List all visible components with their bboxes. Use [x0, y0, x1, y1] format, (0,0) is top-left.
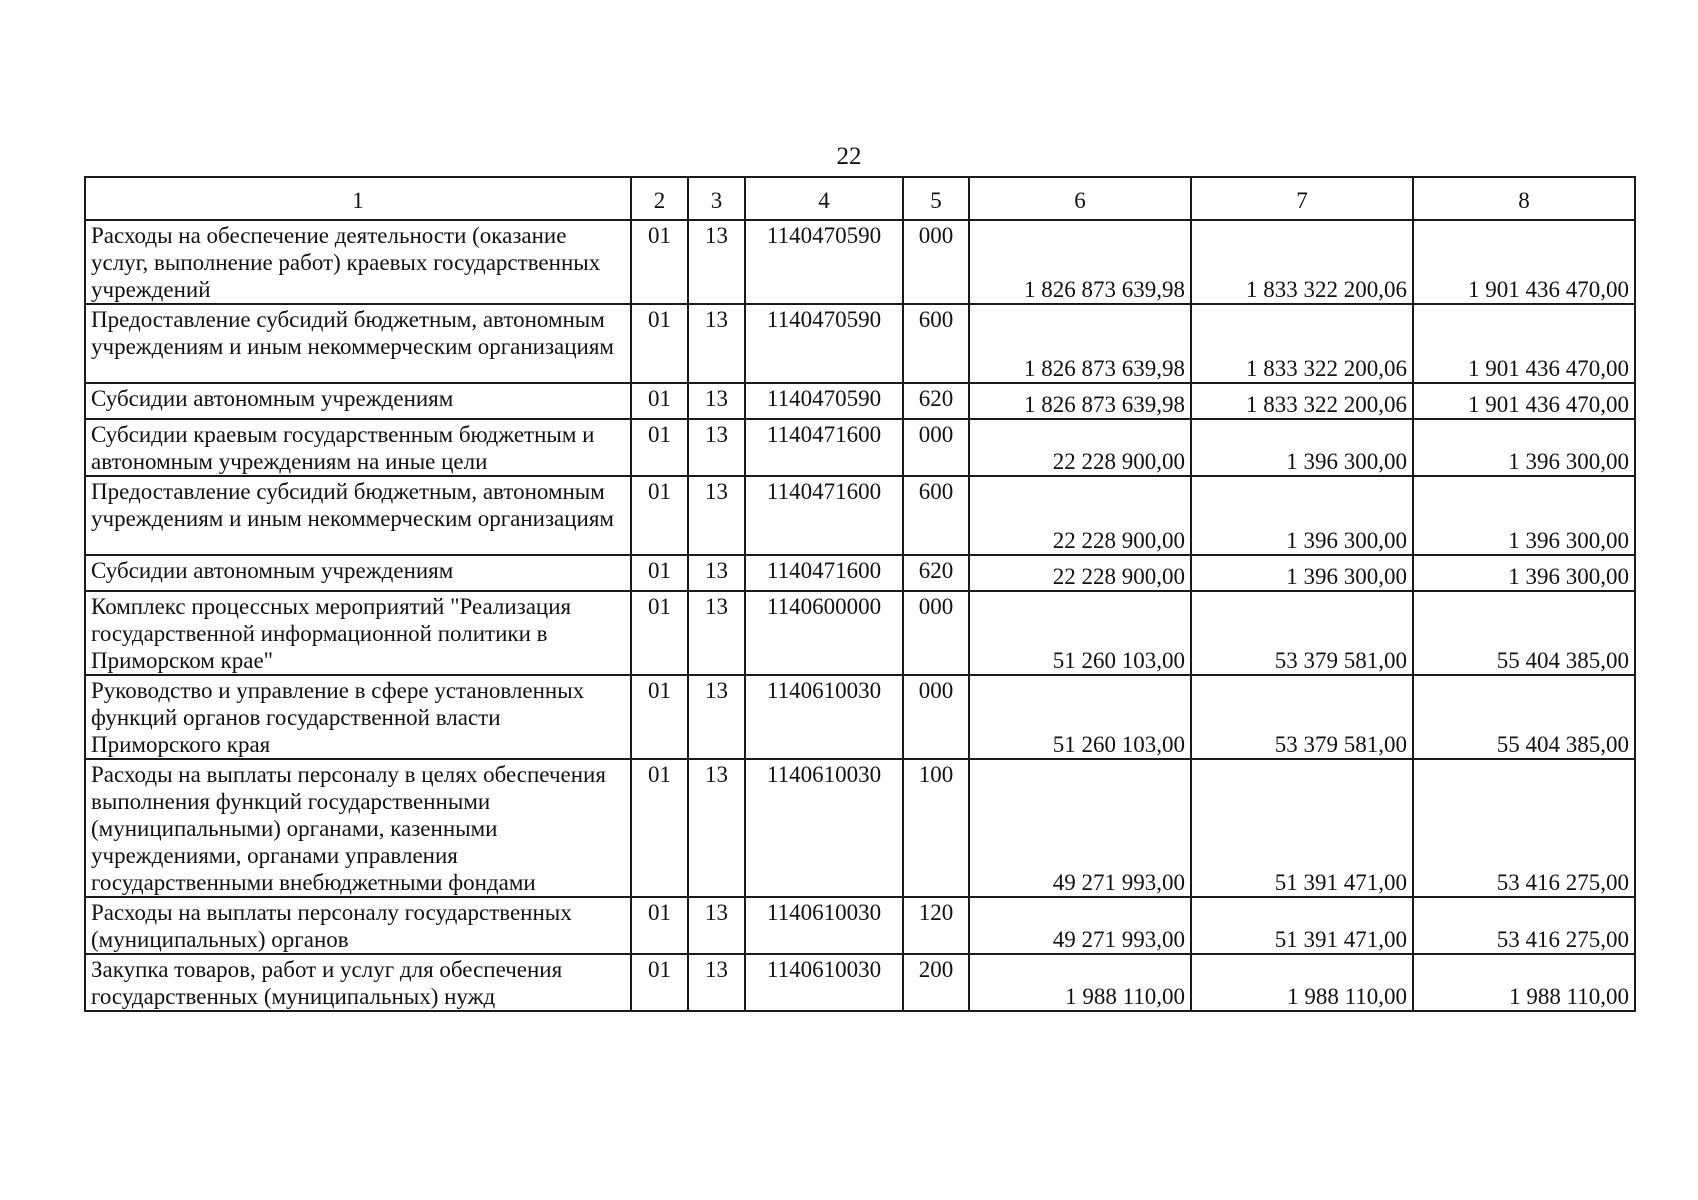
expense-type-code: 620 [903, 555, 969, 591]
amount-col-7: 1 396 300,00 [1191, 555, 1413, 591]
amount-col-6: 1 826 873 639,98 [969, 304, 1191, 383]
section-code: 01 [631, 476, 688, 555]
subsection-code: 13 [688, 591, 745, 675]
section-code: 01 [631, 383, 688, 419]
target-article-code: 1140610030 [745, 897, 903, 954]
amount-col-6: 1 826 873 639,98 [969, 383, 1191, 419]
section-code: 01 [631, 897, 688, 954]
subsection-code: 13 [688, 954, 745, 1011]
subsection-code: 13 [688, 220, 745, 304]
subsection-code: 13 [688, 675, 745, 759]
table-body [85, 220, 1635, 1011]
target-article-code: 1140610030 [745, 954, 903, 1011]
amount-col-8: 53 416 275,00 [1413, 759, 1635, 897]
section-code: 01 [631, 759, 688, 897]
target-article-code: 1140471600 [745, 419, 903, 476]
amount-col-6: 22 228 900,00 [969, 476, 1191, 555]
amount-col-7: 53 379 581,00 [1191, 591, 1413, 675]
amount-col-6: 1 988 110,00 [969, 954, 1191, 1011]
table-row [85, 220, 1635, 304]
amount-col-7: 1 988 110,00 [1191, 954, 1413, 1011]
expense-type-code: 000 [903, 675, 969, 759]
subsection-code: 13 [688, 476, 745, 555]
amount-col-7: 1 396 300,00 [1191, 476, 1413, 555]
amount-col-8: 1 988 110,00 [1413, 954, 1635, 1011]
expense-type-code: 620 [903, 383, 969, 419]
subsection-code: 13 [688, 383, 745, 419]
target-article-code: 1140470590 [745, 220, 903, 304]
amount-col-7: 1 396 300,00 [1191, 419, 1413, 476]
table-row [85, 304, 1635, 383]
row-name: Расходы на выплаты персоналу государственных (муниципальных) органов [85, 897, 631, 954]
section-code: 01 [631, 954, 688, 1011]
amount-col-8: 55 404 385,00 [1413, 591, 1635, 675]
expense-type-code: 600 [903, 476, 969, 555]
budget-table [84, 176, 1636, 1012]
section-code: 01 [631, 591, 688, 675]
amount-col-6: 1 826 873 639,98 [969, 220, 1191, 304]
table-row [85, 759, 1635, 897]
amount-col-8: 53 416 275,00 [1413, 897, 1635, 954]
amount-col-6: 49 271 993,00 [969, 759, 1191, 897]
amount-col-7: 51 391 471,00 [1191, 759, 1413, 897]
row-name: Руководство и управление в сфере установленных функций органов государственной власти Приморского края [85, 675, 631, 759]
subsection-code: 13 [688, 555, 745, 591]
row-name: Субсидии автономным учреждениям [85, 555, 631, 591]
amount-col-6: 49 271 993,00 [969, 897, 1191, 954]
target-article-code: 1140470590 [745, 304, 903, 383]
target-article-code: 1140610030 [745, 675, 903, 759]
row-name: Субсидии краевым государственным бюджетным и автономным учреждениям на иные цели [85, 419, 631, 476]
column-header-3: 3 [688, 177, 745, 220]
amount-col-8: 55 404 385,00 [1413, 675, 1635, 759]
target-article-code: 1140471600 [745, 555, 903, 591]
amount-col-8: 1 396 300,00 [1413, 419, 1635, 476]
amount-col-6: 22 228 900,00 [969, 555, 1191, 591]
expense-type-code: 000 [903, 220, 969, 304]
column-header-1: 1 [85, 177, 631, 220]
table-row [85, 897, 1635, 954]
column-header-8: 8 [1413, 177, 1635, 220]
amount-col-6: 22 228 900,00 [969, 419, 1191, 476]
target-article-code: 1140471600 [745, 476, 903, 555]
subsection-code: 13 [688, 419, 745, 476]
row-name: Субсидии автономным учреждениям [85, 383, 631, 419]
subsection-code: 13 [688, 759, 745, 897]
row-name: Предоставление субсидий бюджетным, автономным учреждениям и иным некоммерческим организациям [85, 476, 631, 555]
row-name: Расходы на выплаты персоналу в целях обеспечения выполнения функций государственными (муниципальными) органами, казенными учреждениями, органами управления государственными внебюджетными фондами [85, 759, 631, 897]
target-article-code: 1140470590 [745, 383, 903, 419]
section-code: 01 [631, 220, 688, 304]
amount-col-7: 53 379 581,00 [1191, 675, 1413, 759]
expense-type-code: 000 [903, 591, 969, 675]
expense-type-code: 100 [903, 759, 969, 897]
amount-col-7: 1 833 322 200,06 [1191, 304, 1413, 383]
page-number: 22 [836, 143, 862, 170]
amount-col-8: 1 901 436 470,00 [1413, 220, 1635, 304]
header-row [85, 177, 1635, 220]
amount-col-8: 1 901 436 470,00 [1413, 383, 1635, 419]
amount-col-8: 1 396 300,00 [1413, 555, 1635, 591]
column-header-2: 2 [631, 177, 688, 220]
amount-col-7: 1 833 322 200,06 [1191, 383, 1413, 419]
subsection-code: 13 [688, 304, 745, 383]
row-name: Комплекс процессных мероприятий "Реализация государственной информационной политики в Приморском крае" [85, 591, 631, 675]
expense-type-code: 120 [903, 897, 969, 954]
row-name: Закупка товаров, работ и услуг для обеспечения государственных (муниципальных) нужд [85, 954, 631, 1011]
column-header-7: 7 [1191, 177, 1413, 220]
section-code: 01 [631, 304, 688, 383]
target-article-code: 1140600000 [745, 591, 903, 675]
table-row [85, 476, 1635, 555]
target-article-code: 1140610030 [745, 759, 903, 897]
expense-type-code: 600 [903, 304, 969, 383]
subsection-code: 13 [688, 897, 745, 954]
section-code: 01 [631, 675, 688, 759]
expense-type-code: 200 [903, 954, 969, 1011]
column-header-4: 4 [745, 177, 903, 220]
table-row [85, 383, 1635, 419]
table-row [85, 675, 1635, 759]
amount-col-6: 51 260 103,00 [969, 675, 1191, 759]
amount-col-7: 1 833 322 200,06 [1191, 220, 1413, 304]
table-row [85, 954, 1635, 1011]
amount-col-6: 51 260 103,00 [969, 591, 1191, 675]
amount-col-8: 1 396 300,00 [1413, 476, 1635, 555]
table-row [85, 591, 1635, 675]
expense-type-code: 000 [903, 419, 969, 476]
amount-col-7: 51 391 471,00 [1191, 897, 1413, 954]
row-name: Предоставление субсидий бюджетным, автономным учреждениям и иным некоммерческим организациям [85, 304, 631, 383]
row-name: Расходы на обеспечение деятельности (оказание услуг, выполнение работ) краевых государственных учреждений [85, 220, 631, 304]
column-header-6: 6 [969, 177, 1191, 220]
section-code: 01 [631, 555, 688, 591]
amount-col-8: 1 901 436 470,00 [1413, 304, 1635, 383]
column-header-5: 5 [903, 177, 969, 220]
table-row [85, 419, 1635, 476]
table-row [85, 555, 1635, 591]
section-code: 01 [631, 419, 688, 476]
